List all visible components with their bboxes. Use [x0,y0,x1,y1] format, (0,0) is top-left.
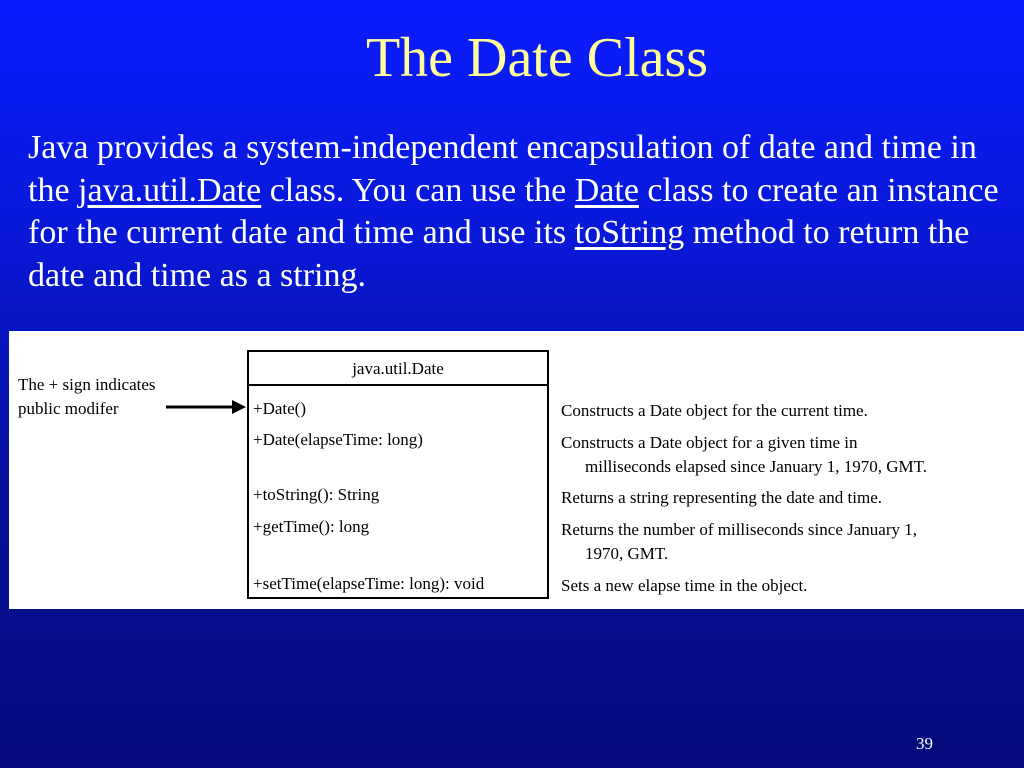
body-text-part-4: method to return the date and time as a string. [28,214,970,294]
slide-title: The Date Class [365,27,709,89]
body-text-part-3: class to create an instance for the current date and time and use its [28,171,999,251]
description-gettime-line-2: 1970, GMT. [585,544,669,563]
body-text-part-1: Java provides a system-independent encapsulation of date and time in the [28,129,977,209]
method-date-constructor: +Date() [253,399,307,418]
uml-class-name: java.util.Date [249,352,547,386]
method-tostring: +toString(): String [253,485,380,504]
uml-class-box [247,350,549,599]
annotation-line-2: public modifer [18,399,119,418]
body-text-part-2: class. You can use the [261,171,575,209]
tostring-link[interactable]: toString [574,214,685,251]
description-settime: Sets a new elapse time in the object. [561,576,808,595]
annotation-line-1: The + sign indicates [18,375,156,394]
description-date-constructor: Constructs a Date object for the current time. [561,401,868,420]
page-number: 39 [916,734,933,753]
method-date-elapse-constructor: +Date(elapseTime: long) [253,430,423,449]
description-gettime-line-1: Returns the number of milliseconds since January 1, [561,520,917,539]
method-settime: +setTime(elapseTime: long): void [253,574,485,593]
slide-body-text [28,127,1013,297]
date-link[interactable]: Date [574,171,639,209]
java-util-date-link[interactable]: java.util.Date [78,171,262,209]
description-date-elapse-line-1: Constructs a Date object for a given time in [561,433,858,452]
arrow-icon [160,396,250,418]
description-tostring: Returns a string representing the date and time. [561,488,883,507]
description-date-elapse-line-2: milliseconds elapsed since January 1, 1970, GMT. [585,457,927,476]
method-gettime: +getTime(): long [253,517,370,536]
